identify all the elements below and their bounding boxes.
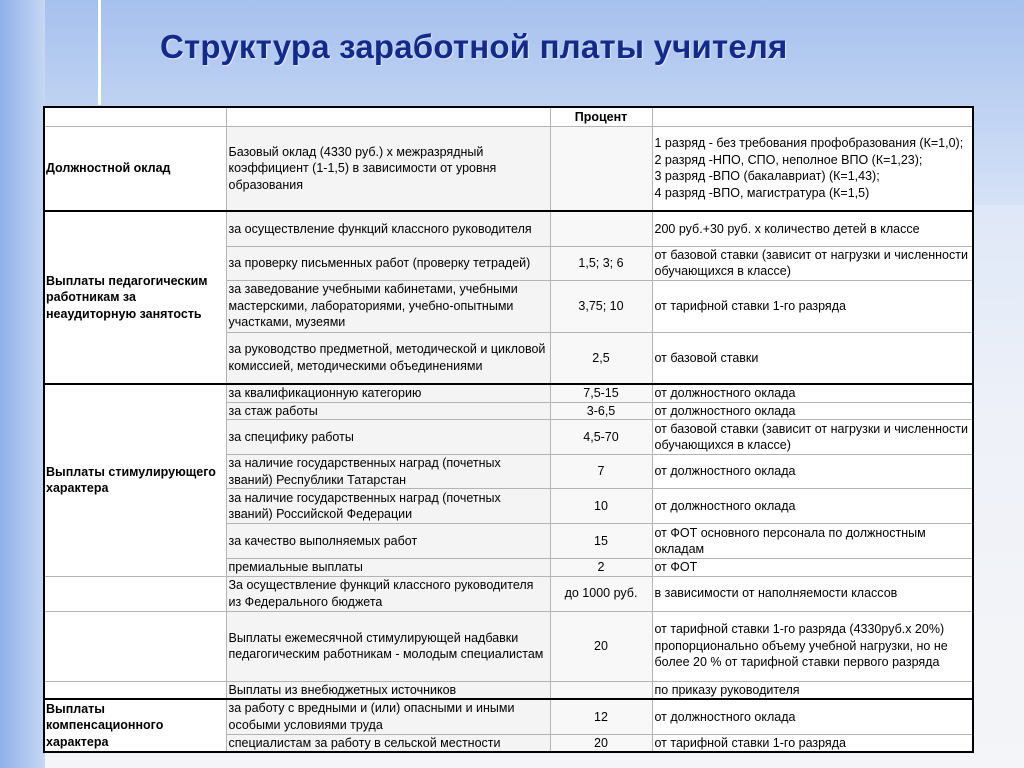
percent-cell: 20 <box>550 734 652 752</box>
category-cell <box>44 681 226 699</box>
header-cell <box>44 107 226 126</box>
category-cell: Выплаты стимулирующего характера <box>44 384 226 576</box>
percent-cell: 2 <box>550 559 652 577</box>
percent-cell: 15 <box>550 524 652 559</box>
note-cell: 200 руб.+30 руб. х количество детей в классе <box>652 211 973 246</box>
note-cell: от базовой ставки (зависит от нагрузки и численности обучающихся в классе) <box>652 420 973 455</box>
percent-cell: 12 <box>550 699 652 734</box>
note-cell: от должностного оклада <box>652 699 973 734</box>
description-cell: за специфику работы <box>226 420 550 455</box>
description-cell: за осуществление функций классного руководителя <box>226 211 550 246</box>
note-cell: от тарифной ставки 1-го разряда <box>652 280 973 332</box>
page-title: Структура заработной платы учителя <box>160 28 788 65</box>
percent-cell: 10 <box>550 489 652 524</box>
description-cell: Выплаты из внебюджетных источников <box>226 681 550 699</box>
note-cell: от должностного оклада <box>652 384 973 402</box>
table-row <box>44 576 973 611</box>
description-cell: специалистам за работу в сельской местности <box>226 734 550 752</box>
table-row <box>44 699 973 734</box>
note-cell: от тарифной ставки 1-го разряда <box>652 734 973 752</box>
description-cell: за проверку письменных работ (проверку тетрадей) <box>226 246 550 280</box>
category-cell: Должностной оклад <box>44 126 226 211</box>
percent-cell: до 1000 руб. <box>550 576 652 611</box>
percent-cell: 2,5 <box>550 332 652 384</box>
category-cell <box>44 611 226 681</box>
percent-cell <box>550 126 652 211</box>
table-row <box>44 611 973 681</box>
table-row <box>44 384 973 402</box>
description-cell: Выплаты ежемесячной стимулирующей надбавки педагогическим работникам - молодым специалистам <box>226 611 550 681</box>
note-cell: от ФОТ основного персонала по должностным окладам <box>652 524 973 559</box>
table-row <box>44 681 973 699</box>
note-cell: 1 разряд - без требования профобразования (К=1,0); 2 разряд -НПО, СПО, неполное ВПО (К=1,23); 3 разряд -ВПО (бакалавриат) (К=1,43); 4 разряд -ВПО, магистратура (К=1,5) <box>652 126 973 211</box>
note-cell: по приказу руководителя <box>652 681 973 699</box>
note-cell: в зависимости от наполняемости классов <box>652 576 973 611</box>
header-cell <box>652 107 973 126</box>
table-row <box>44 126 973 211</box>
percent-cell <box>550 211 652 246</box>
description-cell: Базовый оклад (4330 руб.) х межразрядный коэффициент (1-1,5) в зависимости от уровня образования <box>226 126 550 211</box>
description-cell: за наличие государственных наград (почетных званий) Российской Федерации <box>226 489 550 524</box>
decorative-line <box>98 0 101 105</box>
description-cell: За осуществление функций классного руководителя из Федерального бюджета <box>226 576 550 611</box>
table-header-row <box>44 107 973 126</box>
percent-cell <box>550 681 652 699</box>
salary-structure-table <box>43 106 974 753</box>
description-cell: за стаж работы <box>226 402 550 420</box>
description-cell: за качество выполняемых работ <box>226 524 550 559</box>
description-cell: за руководство предметной, методической и цикловой комиссией, методическими объединениями <box>226 332 550 384</box>
description-cell: за заведование учебными кабинетами, учебными мастерскими, лабораториями, учебно-опытными участками, музеями <box>226 280 550 332</box>
percent-cell: 1,5; 3; 6 <box>550 246 652 280</box>
background-left-stripe <box>0 0 45 768</box>
percent-cell: 7,5-15 <box>550 384 652 402</box>
note-cell: от базовой ставки (зависит от нагрузки и численности обучающихся в классе) <box>652 246 973 280</box>
category-cell <box>44 576 226 611</box>
header-cell <box>226 107 550 126</box>
description-cell: за наличие государственных наград (почетных званий) Республики Татарстан <box>226 455 550 489</box>
description-cell: за квалификационную категорию <box>226 384 550 402</box>
percent-cell: 3,75; 10 <box>550 280 652 332</box>
header-cell-percent: Процент <box>550 107 652 126</box>
percent-cell: 7 <box>550 455 652 489</box>
percent-cell: 20 <box>550 611 652 681</box>
percent-cell: 3-6,5 <box>550 402 652 420</box>
description-cell: премиальные выплаты <box>226 559 550 577</box>
note-cell: от базовой ставки <box>652 332 973 384</box>
category-cell: Выплаты педагогическим работникам за неаудиторную занятость <box>44 211 226 384</box>
note-cell: от тарифной ставки 1-го разряда (4330руб.х 20%) пропорционально объему учебной нагрузки, но не более 20 % от тарифной ставки первого разряда <box>652 611 973 681</box>
note-cell: от ФОТ <box>652 559 973 577</box>
percent-cell: 4,5-70 <box>550 420 652 455</box>
note-cell: от должностного оклада <box>652 402 973 420</box>
note-cell: от должностного оклада <box>652 455 973 489</box>
category-cell: Выплаты компенсационного характера <box>44 699 226 752</box>
note-cell: от должностного оклада <box>652 489 973 524</box>
table-row <box>44 211 973 246</box>
description-cell: за работу с вредными и (или) опасными и иными особыми условиями труда <box>226 699 550 734</box>
